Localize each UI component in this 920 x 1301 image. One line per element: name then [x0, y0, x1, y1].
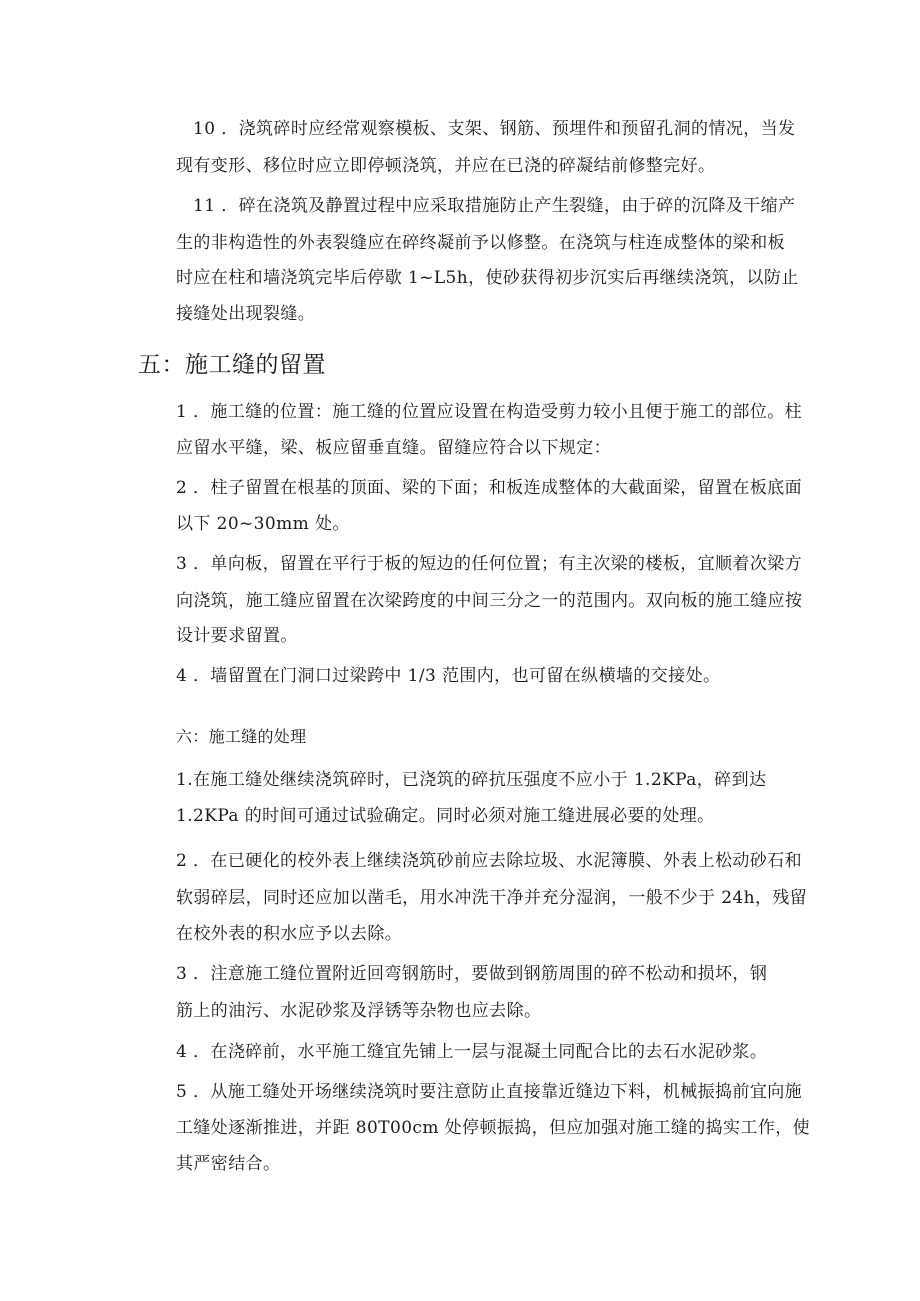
s6-item2-line3: 在校外表的积水应予以去除。: [176, 924, 403, 944]
s6-item1-line2: 1.2KPa 的时间可通过试验确定。同时必须对施工缝进展必要的处理。: [176, 806, 715, 826]
item11-line2: 生的非构造性的外表裂缝应在碎终凝前予以修整。在浇筑与柱连成整体的梁和板: [176, 233, 785, 253]
s6-item3-line1: 3 ．注意施工缝位置附近回弯钢筋时，要做到钢筋周围的碎不松动和损坏，钢: [176, 964, 768, 984]
section6-heading: 六：施工缝的处理: [176, 727, 307, 746]
s6-item3-line2: 筋上的油污、水泥砂浆及浮锈等杂物也应去除。: [176, 1001, 542, 1021]
s5-item2-line1: 2 ．柱子留置在根基的顶面、梁的下面；和板连成整体的大截面梁，留置在板底面: [176, 478, 803, 498]
s5-item3-line3: 设计要求留置。: [176, 626, 298, 646]
item11-line3: 时应在柱和墙浇筑完毕后停歇 1~L5h，使砂获得初步沉实后再继续浇筑，以防止: [176, 268, 799, 288]
s5-item1-line2: 应留水平缝，梁、板应留垂直缝。留缝应符合以下规定：: [176, 438, 611, 458]
s5-item3-line1: 3 ．单向板，留置在平行于板的短边的任何位置；有主次梁的楼板，宜顺着次梁方: [176, 554, 803, 574]
s6-item2-line1: 2 ．在已硬化的校外表上继续浇筑砂前应去除垃圾、水泥簿膜、外表上松动砂石和: [176, 851, 803, 871]
s5-item4-line1: 4 ．墙留置在门洞口过梁跨中 1/3 范围内，也可留在纵横墙的交接处。: [176, 666, 721, 686]
s5-item1-line1: 1 ．施工缝的位置：施工缝的位置应设置在构造受剪力较小且便于施工的部位。柱: [176, 402, 803, 422]
item11-line1: 11 ．碎在浇筑及静置过程中应采取措施防止产生裂缝，由于碎的沉降及干缩产: [193, 196, 796, 216]
s6-item5-line1: 5 ．从施工缝处开场继续浇筑时要注意防止直接靠近缝边下料，机械振捣前宜向施: [176, 1082, 803, 1102]
s5-item2-line2: 以下 20~30mm 处。: [176, 514, 350, 534]
item10-line2: 现有变形、移位时应立即停顿浇筑，并应在已浇的碎凝结前修整完好。: [176, 156, 716, 176]
s6-item5-line3: 其严密结合。: [176, 1154, 281, 1174]
s5-item3-line2: 向浇筑，施工缝应留置在次梁跨度的中间三分之一的范围内。双向板的施工缝应按: [176, 591, 803, 611]
s6-item4-line1: 4 ．在浇碎前，水平施工缝宜先铺上一层与混凝土同配合比的去石水泥砂浆。: [176, 1042, 768, 1062]
s6-item1-line1: 1.在施工缝处继续浇筑碎时，已浇筑的碎抗压强度不应小于 1.2KPa，碎到达: [176, 770, 767, 790]
item11-line4: 接缝处出现裂缝。: [176, 304, 316, 324]
item10-line1: 10 ．浇筑碎时应经常观察模板、支架、钢筋、预埋件和预留孔洞的情况，当发: [193, 119, 796, 139]
s6-item2-line2: 软弱碎层，同时还应加以凿毛，用水冲洗干净并充分湿润，一般不少于 24h，残留: [176, 888, 808, 908]
s6-item5-line2: 工缝处逐渐推进，并距 80T00cm 处停顿振捣，但应加强对施工缝的捣实工作，使: [176, 1118, 811, 1138]
section5-heading: 五：施工缝的留置: [138, 352, 326, 378]
